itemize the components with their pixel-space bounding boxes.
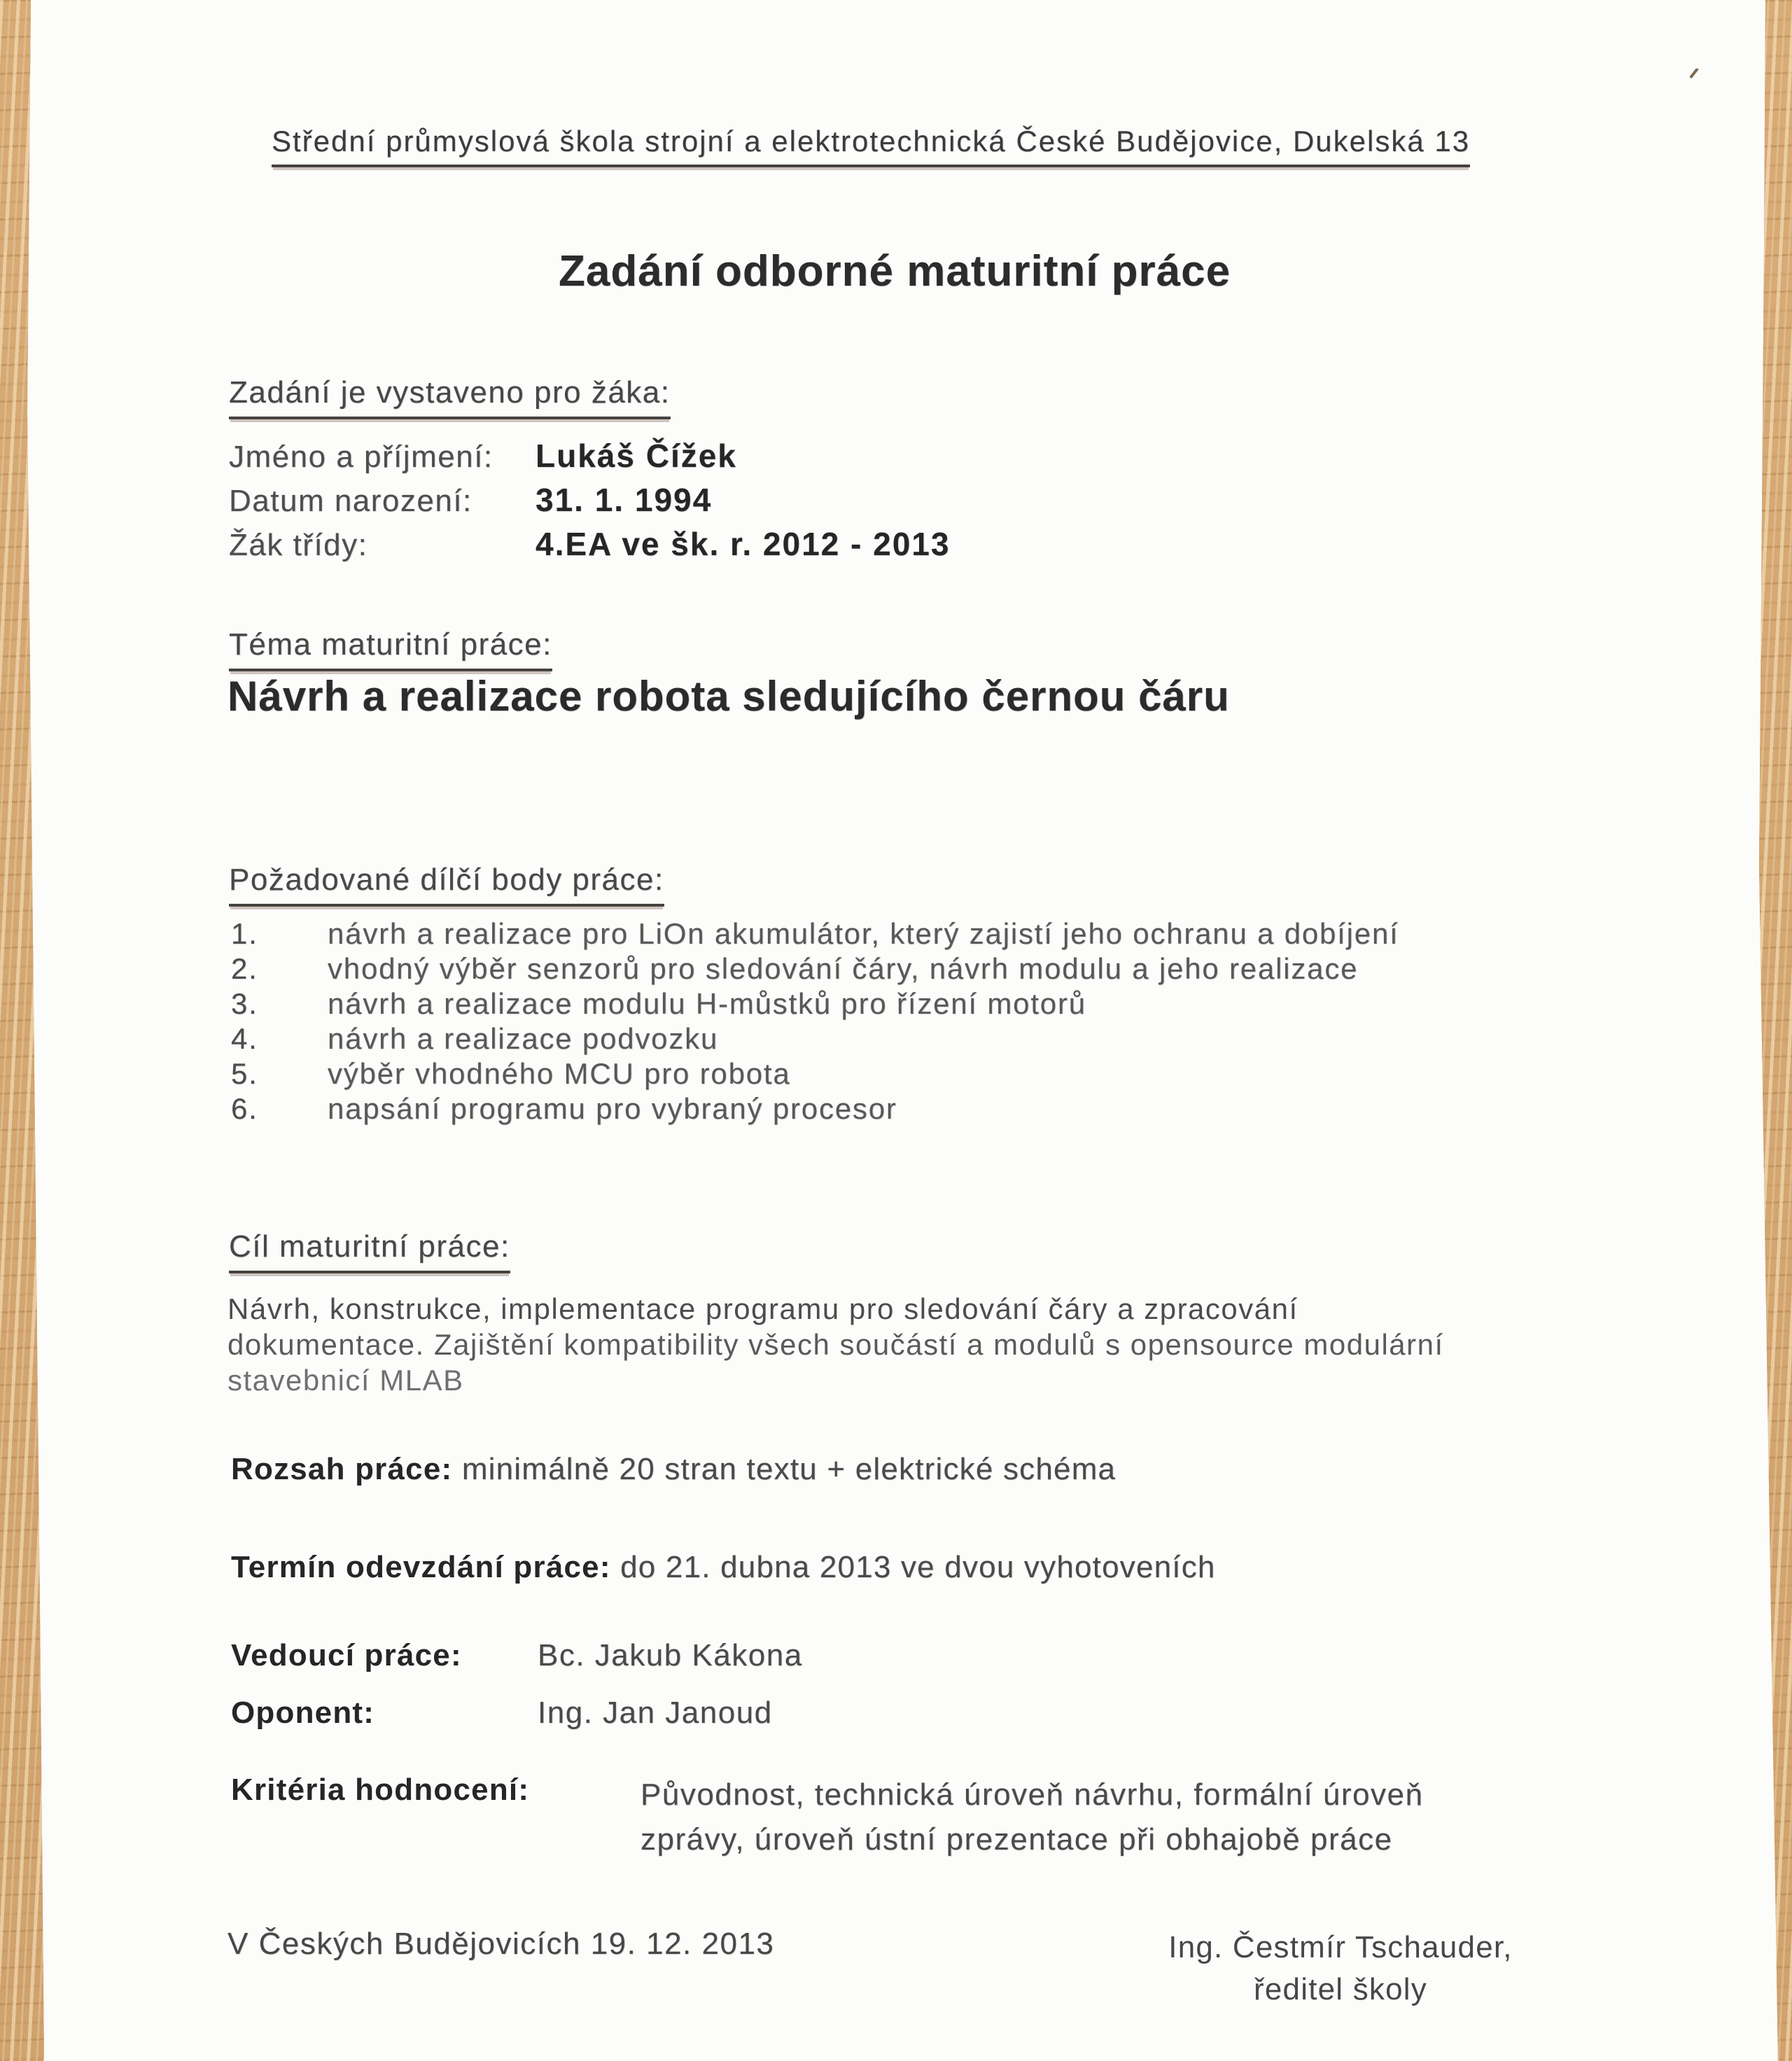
requirement-number: 4. [231,1022,258,1055]
opponent-label: Oponent: [231,1696,375,1730]
requirements-section-heading: Požadované dílčí body práce: [229,862,664,907]
opponent-value: Ing. Jan Janoud [538,1696,773,1730]
criteria-text-line: Původnost, technická úroveň návrhu, formální úroveň [640,1777,1424,1812]
student-info-block [229,437,950,569]
place-and-date: V Českých Budějovicích 19. 12. 2013 [227,1927,775,1961]
scan-artifact-mark [1689,68,1699,79]
theme-section-heading: Téma maturitní práce: [229,627,552,671]
requirement-number: 3. [231,987,258,1020]
class-label: Žák třídy: [229,528,368,562]
birth-date-value: 31. 1. 1994 [536,482,713,518]
student-name-row [229,437,950,481]
deadline-value: do 21. dubna 2013 ve dvou vyhotoveních [620,1550,1216,1584]
opponent-line [231,1696,773,1731]
requirement-item [231,917,1399,952]
scope-line [231,1452,1116,1487]
birth-date-row [229,481,950,525]
wood-background-right [1758,0,1792,2061]
goal-section-heading: Cíl maturitní práce: [229,1229,510,1273]
supervisor-line [231,1638,803,1673]
criteria-text-line: zprávy, úroveň ústní prezentace při obhajobě práce [640,1822,1393,1857]
signature-role: ředitel školy [1254,1972,1427,2006]
student-name-label: Jméno a příjmení: [229,440,493,474]
goal-line: Návrh, konstrukce, implementace programu pro sledování čáry a zpracování [227,1292,1298,1325]
student-name-value: Lukáš Čížek [536,438,737,474]
requirement-number: 1. [231,917,258,950]
goal-line: dokumentace. Zajištění kompatibility všech součástí a modulů s opensource modulární [227,1328,1444,1361]
deadline-line [231,1550,1216,1585]
requirement-text: návrh a realizace podvozku [328,1022,719,1055]
goal-line: stavebnicí MLAB [227,1364,464,1397]
requirement-item [231,987,1399,1022]
thesis-theme-title: Návrh a realizace robota sledujícího černou čáru [227,673,1230,720]
requirement-item [231,952,1399,987]
supervisor-label: Vedoucí práce: [231,1638,462,1672]
birth-date-label: Datum narození: [229,484,472,518]
signature-name: Ing. Čestmír Tschauder, [1168,1930,1513,1964]
class-row [229,525,950,569]
requirement-item [231,1057,1399,1092]
requirement-number: 6. [231,1092,258,1125]
signature-block [1138,1927,1544,2011]
requirement-text: návrh a realizace pro LiOn akumulátor, který zajistí jeho ochranu a dobíjení [328,917,1399,950]
wood-background-left [0,0,45,2061]
requirement-number: 5. [231,1057,258,1090]
requirement-text: vhodný výběr senzorů pro sledování čáry, návrh modulu a jeho realizace [328,952,1359,985]
criteria-label: Kritéria hodnocení: [231,1773,530,1807]
requirement-number: 2. [231,952,258,985]
requirements-list [231,917,1399,1127]
school-name-header: Střední průmyslová škola strojní a elektrotechnická České Budějovice, Dukelská 13 [272,125,1470,167]
document-title: Zadání odborné maturitní práce [559,247,1231,295]
goal-paragraph [227,1291,1444,1398]
deadline-label: Termín odevzdání práce: [231,1550,611,1584]
requirement-text: výběr vhodného MCU pro robota [328,1057,791,1090]
scope-value: minimálně 20 stran textu + elektrické schéma [461,1452,1116,1486]
criteria-value [640,1773,1423,1862]
scope-label: Rozsah práce: [231,1452,453,1486]
student-section-heading: Zadání je vystaveno pro žáka: [229,375,671,419]
requirement-text: návrh a realizace modulu H-můstků pro řízení motorů [328,987,1086,1020]
requirement-item [231,1092,1399,1127]
class-value: 4.EA ve šk. r. 2012 - 2013 [536,526,951,562]
criteria-line [231,1773,1423,1862]
supervisor-value: Bc. Jakub Kákona [538,1638,803,1672]
requirement-text: napsání programu pro vybraný procesor [328,1092,897,1125]
requirement-item [231,1022,1399,1057]
